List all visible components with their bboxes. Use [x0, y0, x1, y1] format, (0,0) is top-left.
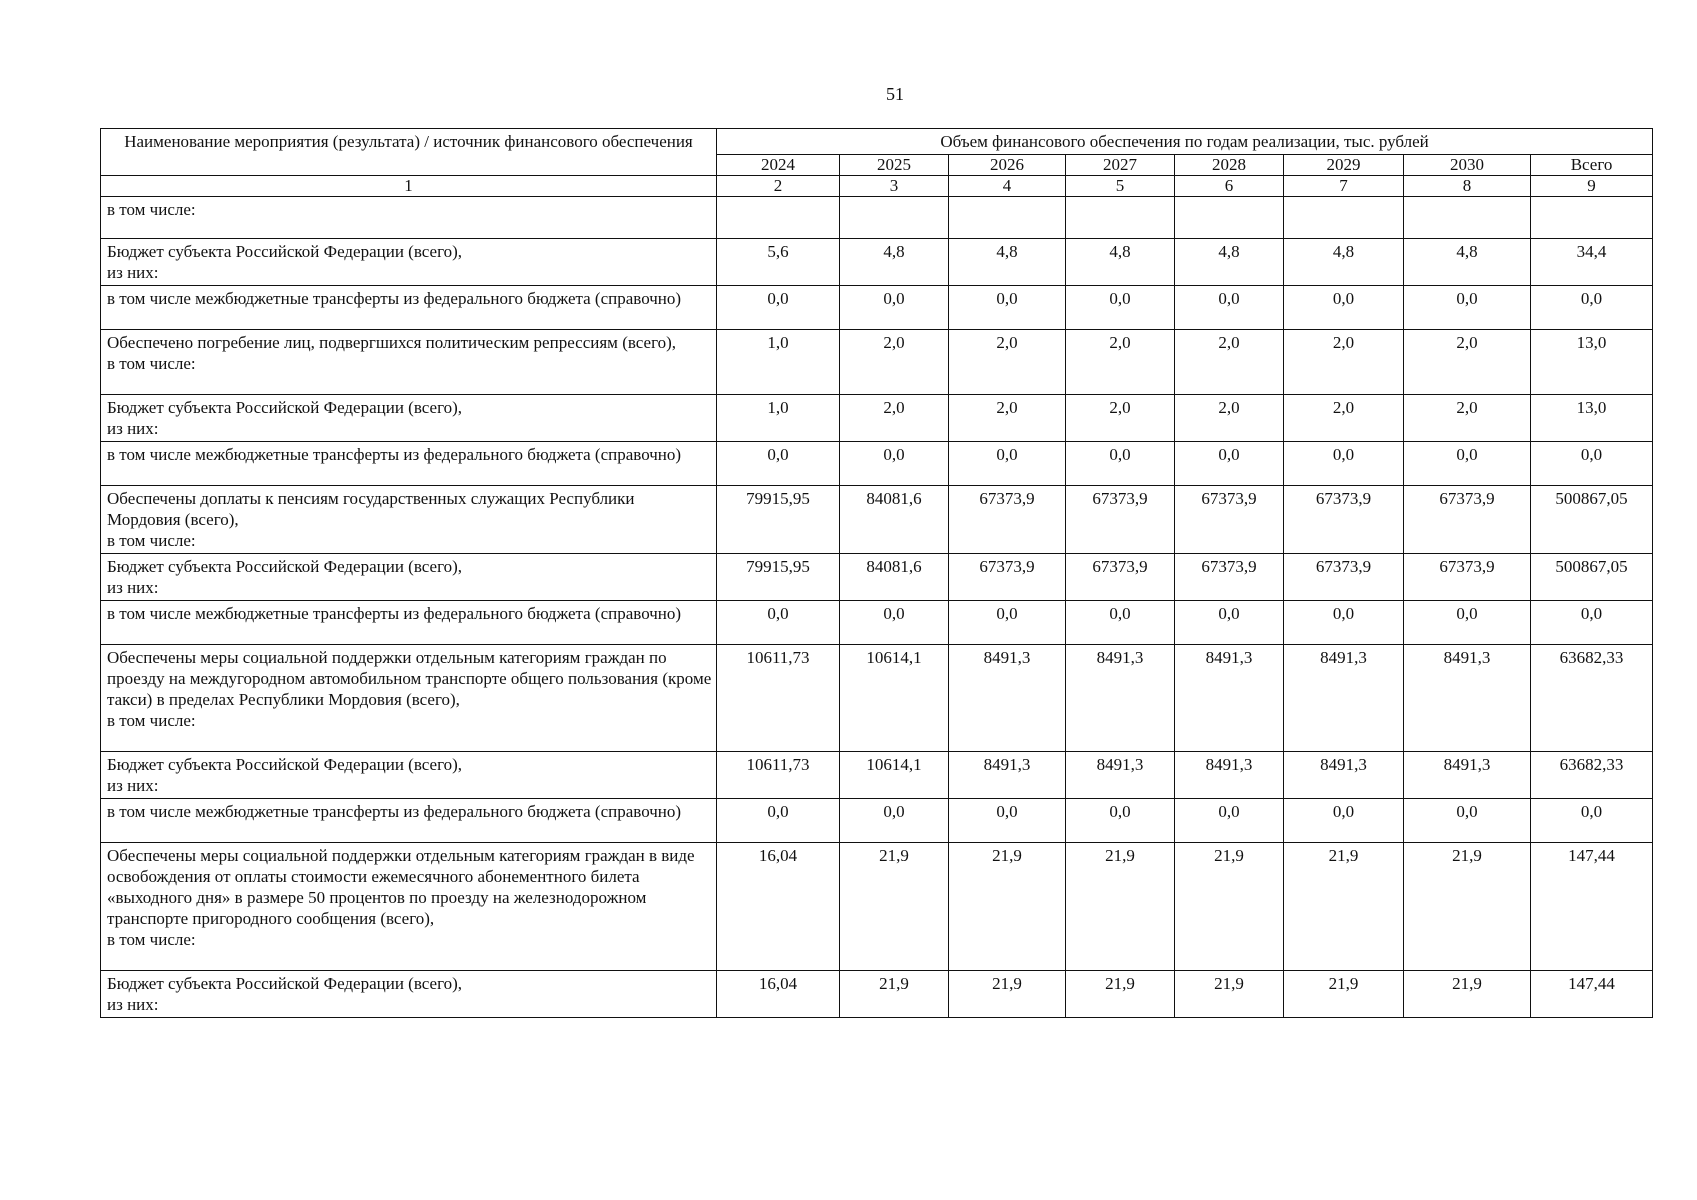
value-cell: 84081,6 [840, 554, 949, 601]
value-cell: 67373,9 [1404, 554, 1531, 601]
total-cell: 63682,33 [1531, 752, 1653, 799]
value-cell: 67373,9 [1175, 486, 1284, 554]
name-column-header: Наименование мероприятия (результата) / источник финансового обеспечения [101, 129, 717, 176]
value-cell: 0,0 [840, 601, 949, 645]
total-header: Всего [1531, 155, 1653, 176]
total-cell [1531, 197, 1653, 239]
page-number: 51 [886, 84, 904, 104]
value-cell: 67373,9 [1066, 486, 1175, 554]
year-header: 2028 [1175, 155, 1284, 176]
total-cell: 0,0 [1531, 799, 1653, 843]
value-cell: 21,9 [1175, 971, 1284, 1018]
value-cell: 0,0 [717, 286, 840, 330]
column-index: 9 [1531, 176, 1653, 197]
value-cell: 2,0 [840, 330, 949, 395]
total-cell: 500867,05 [1531, 486, 1653, 554]
value-cell: 21,9 [949, 843, 1066, 971]
value-cell: 67373,9 [949, 486, 1066, 554]
value-cell: 10611,73 [717, 752, 840, 799]
table-row [101, 554, 1653, 601]
value-cell: 0,0 [840, 442, 949, 486]
total-cell: 13,0 [1531, 330, 1653, 395]
value-cell: 8491,3 [1066, 752, 1175, 799]
value-cell: 2,0 [1284, 330, 1404, 395]
value-cell [840, 197, 949, 239]
value-cell: 8491,3 [1175, 752, 1284, 799]
row-name: Обеспечены доплаты к пенсиям государственных служащих Республики Мордовия (всего), в том числе: [101, 486, 717, 554]
value-cell: 0,0 [717, 799, 840, 843]
value-cell: 0,0 [1404, 442, 1531, 486]
total-cell: 0,0 [1531, 601, 1653, 645]
table-row [101, 330, 1653, 395]
total-cell: 13,0 [1531, 395, 1653, 442]
value-cell: 2,0 [1066, 330, 1175, 395]
value-cell: 4,8 [840, 239, 949, 286]
value-cell: 0,0 [949, 286, 1066, 330]
value-cell: 0,0 [840, 286, 949, 330]
value-cell: 8491,3 [1404, 752, 1531, 799]
table-row [101, 239, 1653, 286]
value-cell: 8491,3 [1404, 645, 1531, 752]
value-cell: 4,8 [1404, 239, 1531, 286]
value-cell: 21,9 [840, 843, 949, 971]
value-cell: 0,0 [1175, 442, 1284, 486]
column-index: 6 [1175, 176, 1284, 197]
row-name: Обеспечены меры социальной поддержки отдельным категориям граждан по проезду на междугородном автомобильном транспорте общего пользования (кроме такси) в пределах Республики Мордовия (всего), в том числе: [101, 645, 717, 752]
value-cell: 2,0 [1404, 395, 1531, 442]
value-cell: 16,04 [717, 971, 840, 1018]
table-row [101, 197, 1653, 239]
table-row [101, 486, 1653, 554]
total-cell: 34,4 [1531, 239, 1653, 286]
value-cell: 0,0 [1284, 799, 1404, 843]
value-cell: 0,0 [1284, 286, 1404, 330]
table-row [101, 645, 1653, 752]
row-name: в том числе: [101, 197, 717, 239]
value-cell: 21,9 [1066, 843, 1175, 971]
value-cell: 21,9 [1404, 843, 1531, 971]
total-cell: 500867,05 [1531, 554, 1653, 601]
value-cell: 0,0 [1404, 601, 1531, 645]
total-cell: 0,0 [1531, 442, 1653, 486]
value-cell: 0,0 [717, 442, 840, 486]
value-cell: 8491,3 [1284, 752, 1404, 799]
year-header: 2025 [840, 155, 949, 176]
value-cell: 8491,3 [1284, 645, 1404, 752]
year-header: 2024 [717, 155, 840, 176]
value-cell [949, 197, 1066, 239]
value-cell: 0,0 [1066, 442, 1175, 486]
value-cell: 84081,6 [840, 486, 949, 554]
value-cell: 21,9 [1066, 971, 1175, 1018]
table-row [101, 843, 1653, 971]
value-cell: 8491,3 [949, 645, 1066, 752]
total-cell: 147,44 [1531, 843, 1653, 971]
value-cell: 2,0 [1175, 330, 1284, 395]
row-name: Обеспечены меры социальной поддержки отдельным категориям граждан в виде освобождения от оплаты стоимости ежемесячного абонементного билета «выходного дня» в размере 50 процентов по проезду на железнодорожном транспорте пригородного сообщения (всего), в том числе: [101, 843, 717, 971]
value-cell: 0,0 [949, 442, 1066, 486]
table-row [101, 442, 1653, 486]
value-cell: 21,9 [1404, 971, 1531, 1018]
header-row-index [101, 176, 1653, 197]
value-cell: 0,0 [1066, 799, 1175, 843]
value-cell: 10611,73 [717, 645, 840, 752]
row-name: в том числе межбюджетные трансферты из федерального бюджета (справочно) [101, 799, 717, 843]
value-cell: 1,0 [717, 395, 840, 442]
value-cell: 2,0 [1066, 395, 1175, 442]
value-cell: 2,0 [1284, 395, 1404, 442]
column-index: 8 [1404, 176, 1531, 197]
row-name: в том числе межбюджетные трансферты из федерального бюджета (справочно) [101, 286, 717, 330]
value-cell: 4,8 [1284, 239, 1404, 286]
value-cell: 2,0 [949, 330, 1066, 395]
value-cell: 0,0 [1175, 286, 1284, 330]
row-name: Бюджет субъекта Российской Федерации (всего), из них: [101, 239, 717, 286]
year-header: 2029 [1284, 155, 1404, 176]
value-cell: 8491,3 [949, 752, 1066, 799]
year-header: 2030 [1404, 155, 1531, 176]
value-cell: 0,0 [1175, 601, 1284, 645]
row-name: Бюджет субъекта Российской Федерации (всего), из них: [101, 752, 717, 799]
row-name: в том числе межбюджетные трансферты из федерального бюджета (справочно) [101, 601, 717, 645]
value-cell [717, 197, 840, 239]
column-index: 3 [840, 176, 949, 197]
value-cell: 67373,9 [1284, 554, 1404, 601]
value-cell: 10614,1 [840, 752, 949, 799]
total-cell: 147,44 [1531, 971, 1653, 1018]
value-cell: 2,0 [949, 395, 1066, 442]
row-name: Обеспечено погребение лиц, подвергшихся политическим репрессиям (всего), в том числе: [101, 330, 717, 395]
table-body [101, 197, 1653, 1018]
value-cell: 21,9 [1284, 843, 1404, 971]
value-cell: 2,0 [1175, 395, 1284, 442]
value-cell: 0,0 [949, 601, 1066, 645]
row-name: Бюджет субъекта Российской Федерации (всего), из них: [101, 395, 717, 442]
value-cell: 0,0 [717, 601, 840, 645]
value-cell [1066, 197, 1175, 239]
value-cell: 2,0 [1404, 330, 1531, 395]
value-cell: 67373,9 [1404, 486, 1531, 554]
value-cell: 16,04 [717, 843, 840, 971]
value-cell: 0,0 [1404, 286, 1531, 330]
table-row [101, 752, 1653, 799]
value-cell: 1,0 [717, 330, 840, 395]
value-cell: 0,0 [1066, 601, 1175, 645]
value-cell: 5,6 [717, 239, 840, 286]
column-index: 5 [1066, 176, 1175, 197]
value-cell [1284, 197, 1404, 239]
value-cell: 67373,9 [1284, 486, 1404, 554]
table-row [101, 286, 1653, 330]
header-row-title [101, 129, 1653, 155]
value-cell: 8491,3 [1175, 645, 1284, 752]
value-cell: 4,8 [1066, 239, 1175, 286]
value-cell: 2,0 [840, 395, 949, 442]
row-name: Бюджет субъекта Российской Федерации (всего), из них: [101, 554, 717, 601]
value-cell: 21,9 [840, 971, 949, 1018]
value-cell [1175, 197, 1284, 239]
column-index: 2 [717, 176, 840, 197]
value-cell: 4,8 [1175, 239, 1284, 286]
value-cell: 79915,95 [717, 486, 840, 554]
value-cell: 21,9 [1175, 843, 1284, 971]
value-cell: 0,0 [1066, 286, 1175, 330]
value-cell: 0,0 [949, 799, 1066, 843]
value-cell: 0,0 [1284, 442, 1404, 486]
value-cell: 8491,3 [1066, 645, 1175, 752]
table-row [101, 971, 1653, 1018]
value-cell: 10614,1 [840, 645, 949, 752]
volume-header: Объем финансового обеспечения по годам реализации, тыс. рублей [717, 129, 1653, 155]
value-cell: 67373,9 [1175, 554, 1284, 601]
table-row [101, 395, 1653, 442]
value-cell: 21,9 [1284, 971, 1404, 1018]
value-cell: 0,0 [840, 799, 949, 843]
value-cell: 4,8 [949, 239, 1066, 286]
value-cell: 67373,9 [1066, 554, 1175, 601]
row-name: Бюджет субъекта Российской Федерации (всего), из них: [101, 971, 717, 1018]
total-cell: 63682,33 [1531, 645, 1653, 752]
value-cell: 21,9 [949, 971, 1066, 1018]
value-cell: 0,0 [1404, 799, 1531, 843]
column-index: 1 [101, 176, 717, 197]
value-cell: 67373,9 [949, 554, 1066, 601]
row-name: в том числе межбюджетные трансферты из федерального бюджета (справочно) [101, 442, 717, 486]
column-index: 7 [1284, 176, 1404, 197]
table-row [101, 601, 1653, 645]
value-cell: 79915,95 [717, 554, 840, 601]
total-cell: 0,0 [1531, 286, 1653, 330]
year-header: 2026 [949, 155, 1066, 176]
value-cell: 0,0 [1284, 601, 1404, 645]
column-index: 4 [949, 176, 1066, 197]
year-header: 2027 [1066, 155, 1175, 176]
financing-table [100, 128, 1653, 1018]
table-row [101, 799, 1653, 843]
value-cell [1404, 197, 1531, 239]
value-cell: 0,0 [1175, 799, 1284, 843]
